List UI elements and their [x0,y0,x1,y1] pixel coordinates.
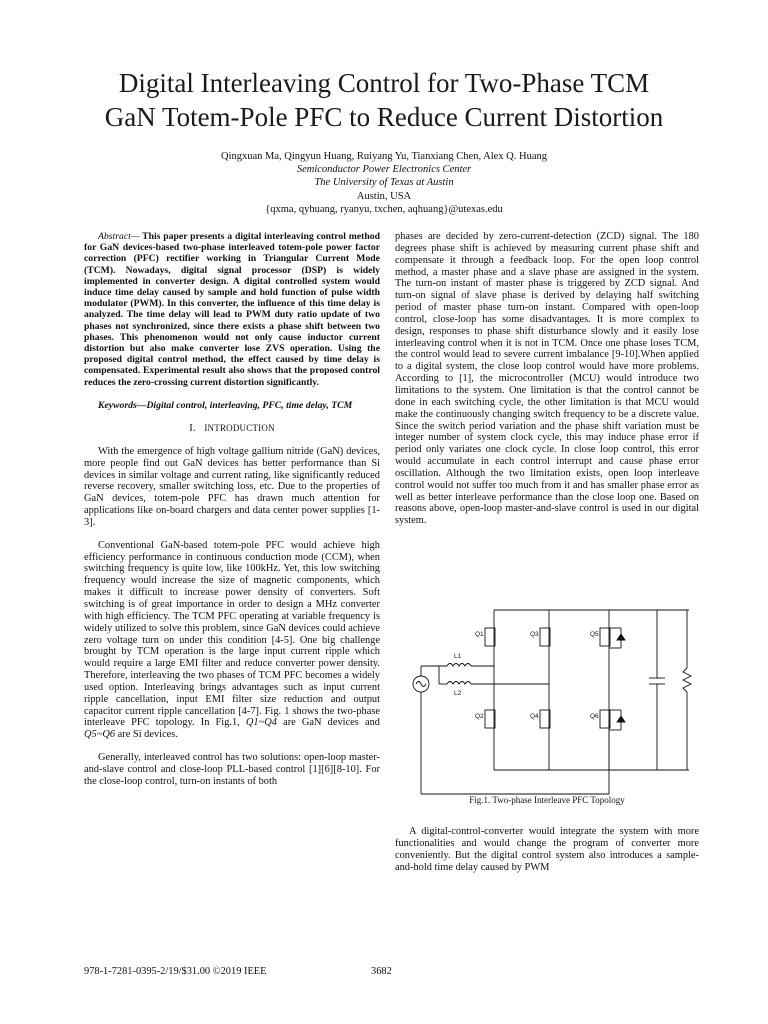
abstract-lead: Abstract— [98,231,140,242]
label-l2: L2 [454,690,462,697]
affiliation-1: Semiconductor Power Electronics Center [296,164,472,176]
title-line-2: GaN Totem-Pole PFC to Reduce Current Distortion [104,102,664,132]
label-q3: Q3 [530,631,539,638]
abstract-text: This paper presents a digital interleaving control method for GaN devices-based two-phase interleaved totem-pole power factor correction (PFC) rectifier working in Triangular Current Mode (TCM). Nowadays, digital signal processor (DSP) is widely implemented in converter design. A digital controlled system would induce time delay caused by sample and hold function of pulse width modulator (PWM). In this converter, the influence of this time delay is analyzed. The time delay will lead to PWM duty ratio update of two phases not synchronized, since there exists a phase shift between two phases. This phenomenon would not only cause inductor current distortion but also make converter lose ZVS operation. Using the proposed digital control method, the effect caused by time delay is compensated. Experimental result also shows that the proposed control reduces the zero-crossing current distortion significantly. [84,231,380,388]
authors: Qingxuan Ma, Qingyun Huang, Ruiyang Yu, Tianxiang Chen, Alex Q. Huang [221,151,547,162]
author-block [84,150,684,216]
intro-paragraph-1: With the emergence of high voltage gallium nitride (GaN) devices, more people find out GaN devices has better performance than Si devices in similar voltage and current rating, like significantly reduced reverse recovery, smaller switching loss, etc. Due to the properties of GaN devices, totem-pole PFC has drawn much attention for applications like on-board chargers and data center power supplies [1-3]. [84,445,380,528]
intro-paragraph-2 [84,540,380,741]
section-number: I. [189,423,196,435]
page-number: 3682 [371,966,392,977]
emails: {qxma, qyhuang, ryanyu, txchen, aqhuang}@utexas.edu [265,203,503,215]
right-column [395,231,699,527]
location: Austin, USA [356,190,412,202]
section-title: INTRODUCTION [204,423,275,434]
label-q2: Q2 [475,713,484,720]
circuit-diagram [399,598,699,798]
right-paragraph-2: A digital-control-converter would integrate the system with more functionalities and would change the program of converter more conveniently. But the digital control system also introduces a sample-and-hold time delay caused by PWM [395,826,699,873]
figure-caption: Fig.1. Two-phase Interleave PFC Topology [469,795,625,805]
paper-title [40,66,728,134]
abstract [84,231,380,388]
intro-paragraph-2-text: Conventional GaN-based totem-pole PFC would achieve high efficiency performance in continuous conduction mode (CCM), when switching frequency is quite low, like 100kHz. Yet, this low switching frequency would increase the size of magnetic components, which makes it difficult to increase power density of converters. Soft switching is of great importance in order to design a MHz converter with high efficiency. The TCM PFC operating at variable frequency is widely utilized to solve this problem, since GaN devices could achieve zero voltage turn on under this condition [4-5]. One big challenge brought by TCM operation is the large input current ripple which would require a large EMI filter and reduce converter power density. Therefore, interleaving the two phases of TCM PFC becomes a widely used option. Interleaving brings advantages such as input current ripple cancellation, input EMI filter size reduction and output capacitor current ripple cancellation [4-7]. Fig. 1 shows the two-phase interleave PFC topology. In Fig.1, [84,539,380,729]
section-heading-introduction [84,423,380,435]
q5-q6-symbol: Q5~Q6 [84,729,116,741]
label-q5: Q5 [590,631,599,638]
right-paragraph-1: phases are decided by zero-current-detection (ZCD) signal. The 180 degrees phase shift is achieved by measuring current phase shift and compensate it through a feedback loop. For the open loop control method, a master phase and a slave phase are assigned in the system. The turn-on instant of master phase is triggered by ZCD signal. And turn-on signal of slave phase is derived by delaying half switching period of master phase turn-on instant. Compared with open-loop control, close-loop has some disadvantages. It is more complex to design, responses to phase shift disturbance slowly and it easily lose interleaving control when it is not in TCM. Once one phase loses TCM, the control would lead to severe current imbalance [9-10].When applied to a digital system, the close loop control would have more problems. According to [1], the microcontroller (MCU) would introduce two limitations to the system. One limitation is that the control cannot be done in each switching cycle, the other limitation is that MCU would make the continuously changing switch frequency to be a discrete value. Since the switch period variation and the phase shift variation must be integer number of system clock cycle, this may induce phase error if period only variates one clock cycle. In close loop control, this error would accumulate in each control interrupt and cause phase error oscillation. Although the two limitation exists, open loop interleave control would not suffer too much from it and has smaller phase error as well as better interleave performance than the close loop one. Based on reasons above, open-loop master-and-slave control is used in our digital system. [395,231,699,527]
pfc-topology-figure [399,598,699,798]
label-l1: L1 [454,653,462,660]
label-q1: Q1 [475,631,484,638]
keywords: Keywords—Digital control, interleaving, PFC, time delay, TCM [98,399,353,411]
q1-q4-symbol: Q1~Q4 [245,717,277,729]
footer-isbn: 978-1-7281-0395-2/19/$31.00 ©2019 IEEE [84,966,267,977]
right-column-bottom [395,826,699,873]
affiliation-2: The University of Texas at Austin [314,177,454,189]
title-line-1: Digital Interleaving Control for Two-Phase TCM [118,68,650,98]
intro-p2-mid: are GaN devices and [276,717,380,729]
intro-p2-end: are Si devices. [115,729,178,741]
left-column [84,231,380,788]
intro-paragraph-3: Generally, interleaved control has two solutions: open-loop master-and-slave control and close-loop PLL-based control [1][6][8-10]. For the close-loop control, turn-on instants of both [84,752,380,787]
label-q6: Q6 [590,713,599,720]
label-q4: Q4 [530,713,539,720]
